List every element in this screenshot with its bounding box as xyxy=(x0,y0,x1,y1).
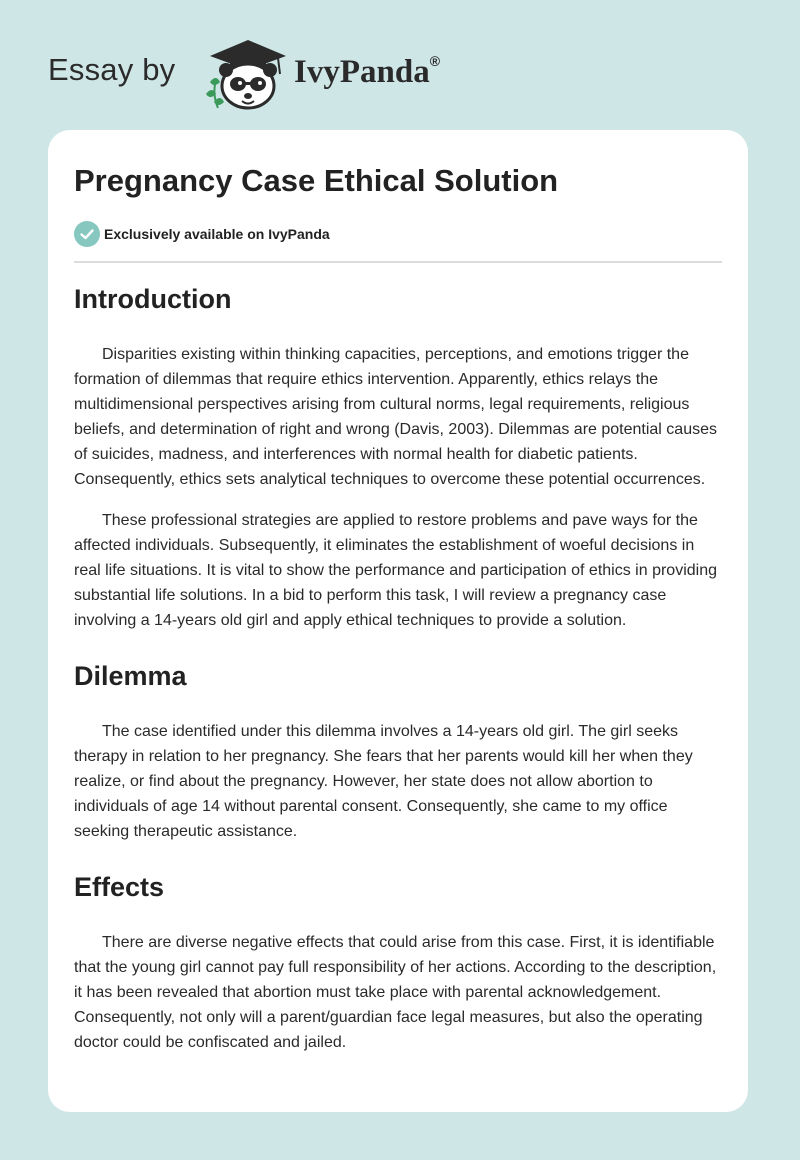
paragraph: There are diverse negative effects that could arise from this case. First, it is identifiable that the young girl cannot pay full responsibility of her actions. According to the description, it has been revealed that abortion must take place with parental acknowledgement. Consequently, not only will a parent/guardian face legal measures, but also the operating doctor could be confiscated and jailed. xyxy=(74,934,717,1051)
badge-text: Exclusively available on IvyPanda xyxy=(104,226,330,242)
brand-name-text: IvyPanda xyxy=(294,54,430,90)
site-header xyxy=(0,0,800,128)
paragraph: Disparities existing within thinking capacities, perceptions, and emotions trigger the formation of dilemmas that require ethics intervention. Apparently, ethics relays the multidimensional perspectives arising from cultural norms, legal requirements, religious beliefs, and determination of right and wrong (Davis, 2003). Dilemmas are potential causes of suicides, madness, and interferences with normal health for diabetic patients. Consequently, ethics sets analytical techniques to overcome these potential occurrences. xyxy=(74,346,717,488)
essay-card xyxy=(48,130,748,1112)
essay-body xyxy=(74,282,722,1071)
section-heading: Introduction xyxy=(74,284,232,314)
paragraph: These professional strategies are applied to restore problems and pave ways for the affected individuals. Subsequently, it eliminates the establishment of woeful decisions in real life situations. It is vital to show the performance and participation of ethics in providing substantial life solutions. In a bid to perform this task, I will review a pregnancy case involving a 14-years old girl and apply ethical techniques to provide a solution. xyxy=(74,512,717,629)
section-dilemma xyxy=(74,659,722,844)
registered-mark: ® xyxy=(429,53,441,69)
exclusive-badge xyxy=(74,220,330,248)
panda-logo-icon xyxy=(200,36,296,112)
section-heading: Effects xyxy=(74,872,165,902)
essay-by-label: Essay by xyxy=(48,52,176,87)
section-heading: Dilemma xyxy=(74,661,187,691)
paragraph: The case identified under this dilemma involves a 14-years old girl. The girl seeks therapy in relation to her pregnancy. She fears that her parents would kill her when they realize, or find about the pregnancy. However, her state does not allow abortion to individuals of age 14 without parental consent. Consequently, she came to my office seeking therapeutic assistance. xyxy=(74,723,693,840)
section-effects xyxy=(74,870,722,1055)
check-circle-icon xyxy=(74,221,100,247)
brand-name[interactable] xyxy=(294,54,440,91)
divider xyxy=(74,261,722,263)
section-introduction xyxy=(74,282,722,633)
page-title: Pregnancy Case Ethical Solution xyxy=(74,163,559,198)
